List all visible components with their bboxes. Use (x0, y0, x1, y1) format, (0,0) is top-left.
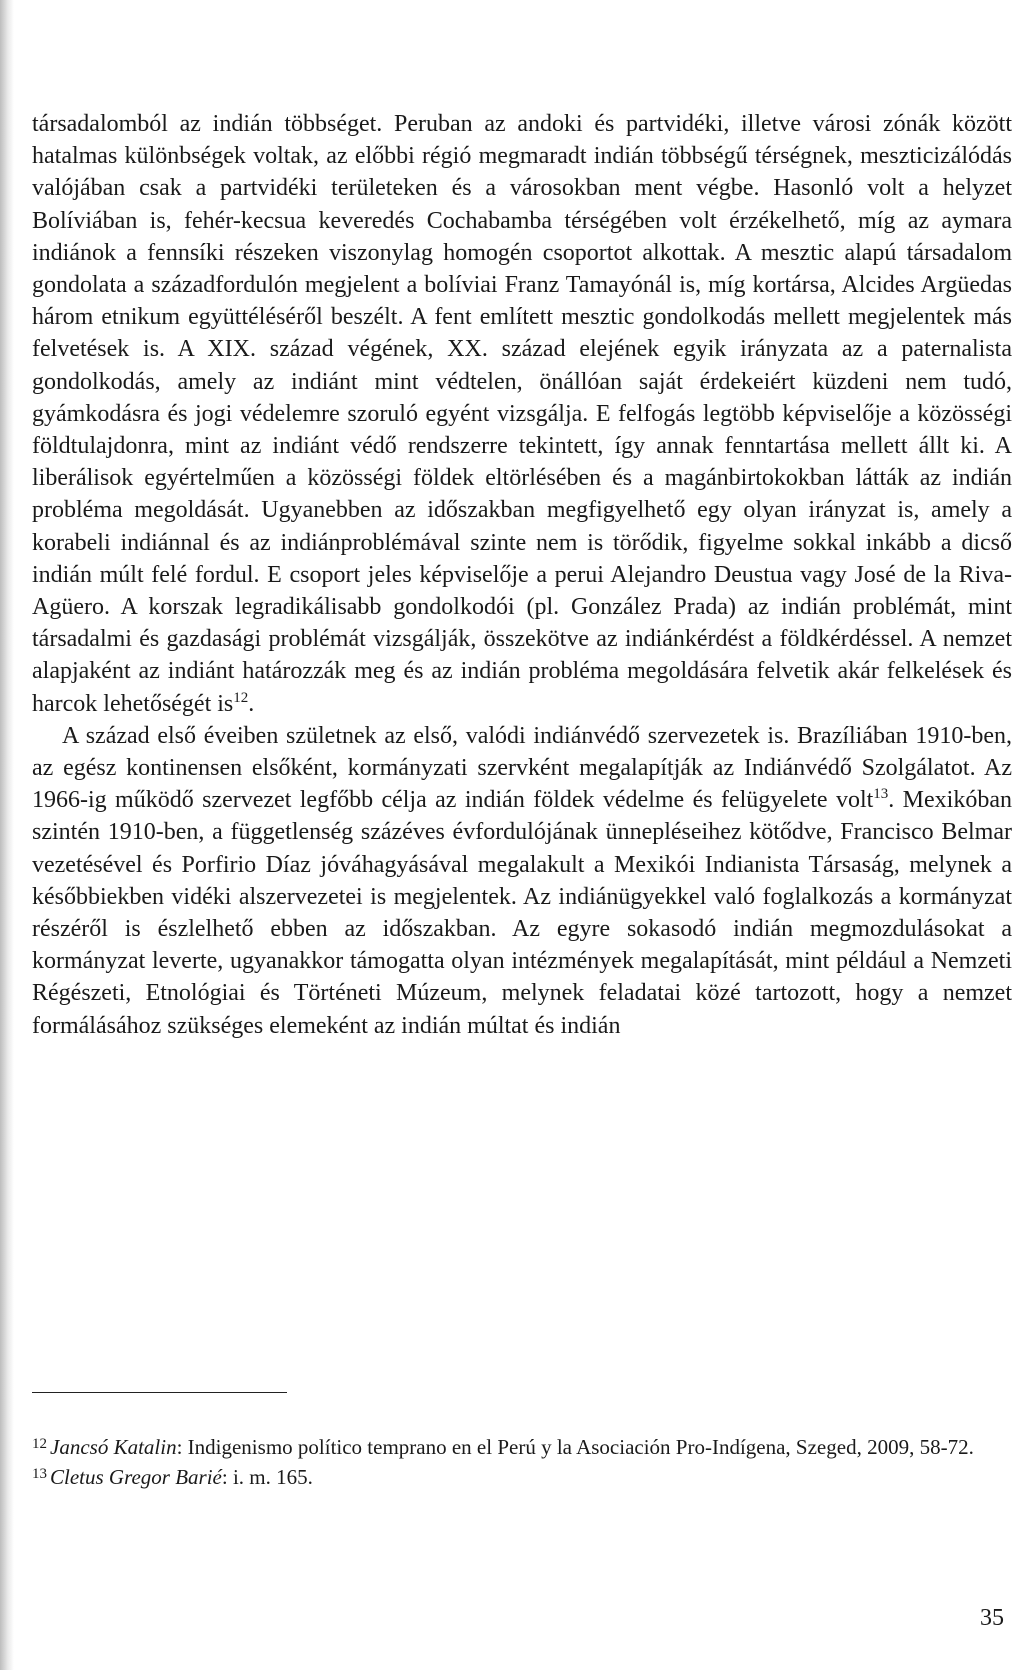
paragraph-1-tail: . (248, 690, 255, 717)
paragraph-2-tail: . Mexikóban szintén 1910-ben, a függetlenség százéves évfordulójának ünnepléseihez kötődve, Francisco Belmar vezetésével és Porfirio Díaz jóváhagyásával megalakult a Mexikói Indianista Társaság, melynek a későbbiekben vidéki alszervezetei is megjelentek. Az indiánügyekkel való foglalkozás a kormányzat részéről is észlelhető ebben az időszakban. Az egyre sokasodó indián megmozdulásokat a kormányzat leverte, ugyanakkor támogatta olyan intézmények megalapítását, mint például a Nemzeti Régészeti, Etnológiai és Történeti Múzeum, melynek feladatai közé tartozott, hogy a nemzet formálásához szükséges elemeként az indián múltat és indián (32, 787, 1012, 1039)
footnote-13 (32, 1462, 1012, 1492)
footnote-number: 12 (32, 1436, 47, 1452)
footnote-ref-13[interactable]: 13 (873, 786, 889, 803)
footnote-divider (32, 1392, 287, 1393)
footnote-ref-12[interactable]: 12 (233, 689, 249, 706)
footnote-text: : Indigenismo político temprano en el Perú y la Asociación Pro-Indígena, Szeged, 2009, 58-72. (176, 1435, 974, 1459)
paragraph-1-text: társadalomból az indián többséget. Peruban az andoki és partvidéki, illetve városi zónák között hatalmas különbségek voltak, az előbbi régió megmaradt indián többségű térségnek, meszticizálódás valójában csak a partvidéki területeken és a városokban ment végbe. Hasonló volt a helyzet Bolíviában is, fehér-kecsua keveredés Cochabamba térségében volt érzékelhető, míg az aymara indiánok a fennsíki részeken viszonylag homogén csoportot alkottak. A mesztic alapú társadalom gondolata a századfordulón megjelent a bolíviai Franz Tamayónál is, míg kortársa, Alcides Argüedas három etnikum együttéléséről beszélt. A fent említett mesztic gondolkodás mellett megjelentek más felvetések is. A XIX. század végének, XX. század elejének egyik irányzata az a paternalista gondolkodás, amely az indiánt mint védtelen, önállóan saját érdekeiért küzdeni nem tudó, gyámkodásra és jogi védelemre szoruló egyént vizsgálja. E felfogás legtöbb képviselője a közösségi földtulajdonra, mint az indiánt védő rendszerre tekintett, így annak fenntartása mellett állt ki. A liberálisok egyértelműen a közösségi földek eltörlésében és a magánbirtokokban látták az indián probléma megoldását. Ugyanebben az időszakban megfigyelhető egy olyan irányzat is, amely a korabeli indiánnal és az indiánproblémával szinte nem is törődik, figyelme sokkal inkább a dicső indián múlt felé fordul. E csoport jeles képviselője a perui Alejandro Deustua vagy José de la Riva-Agüero. A korszak legradikálisabb gondolkodói (pl. González Prada) az indián problémát, mint társadalmi és gazdasági problémát vizsgálják, összekötve az indiánkérdést a földkérdéssel. A nemzet alapjaként az indiánt határozzák meg és az indián probléma megoldására felvetik akár felkelések és harcok lehetőségét is (32, 111, 1012, 717)
footnote-author: Jancsó Katalin (50, 1435, 177, 1459)
footnote-number: 13 (32, 1466, 47, 1482)
footnote-text: : i. m. 165. (221, 1465, 313, 1489)
main-text (32, 108, 1012, 1042)
page-number: 35 (980, 1605, 1004, 1631)
footnote-12 (32, 1432, 1012, 1462)
footnotes (32, 1432, 1012, 1492)
scan-binding-shadow (0, 0, 14, 1670)
paragraph-2 (32, 720, 1012, 1042)
paragraph-2-text: A század első éveiben születnek az első, valódi indiánvédő szervezetek is. Brazíliában 1910-ben, az egész kontinensen elsőként, kormányzati szervként megalapítják az Indiánvédő Szolgálatot. Az 1966-ig működő szervezet legfőbb célja az indián földek védelme és felügyelete volt (32, 722, 1012, 814)
paragraph-1 (32, 108, 1012, 720)
footnote-author: Cletus Gregor Barié (50, 1465, 222, 1489)
